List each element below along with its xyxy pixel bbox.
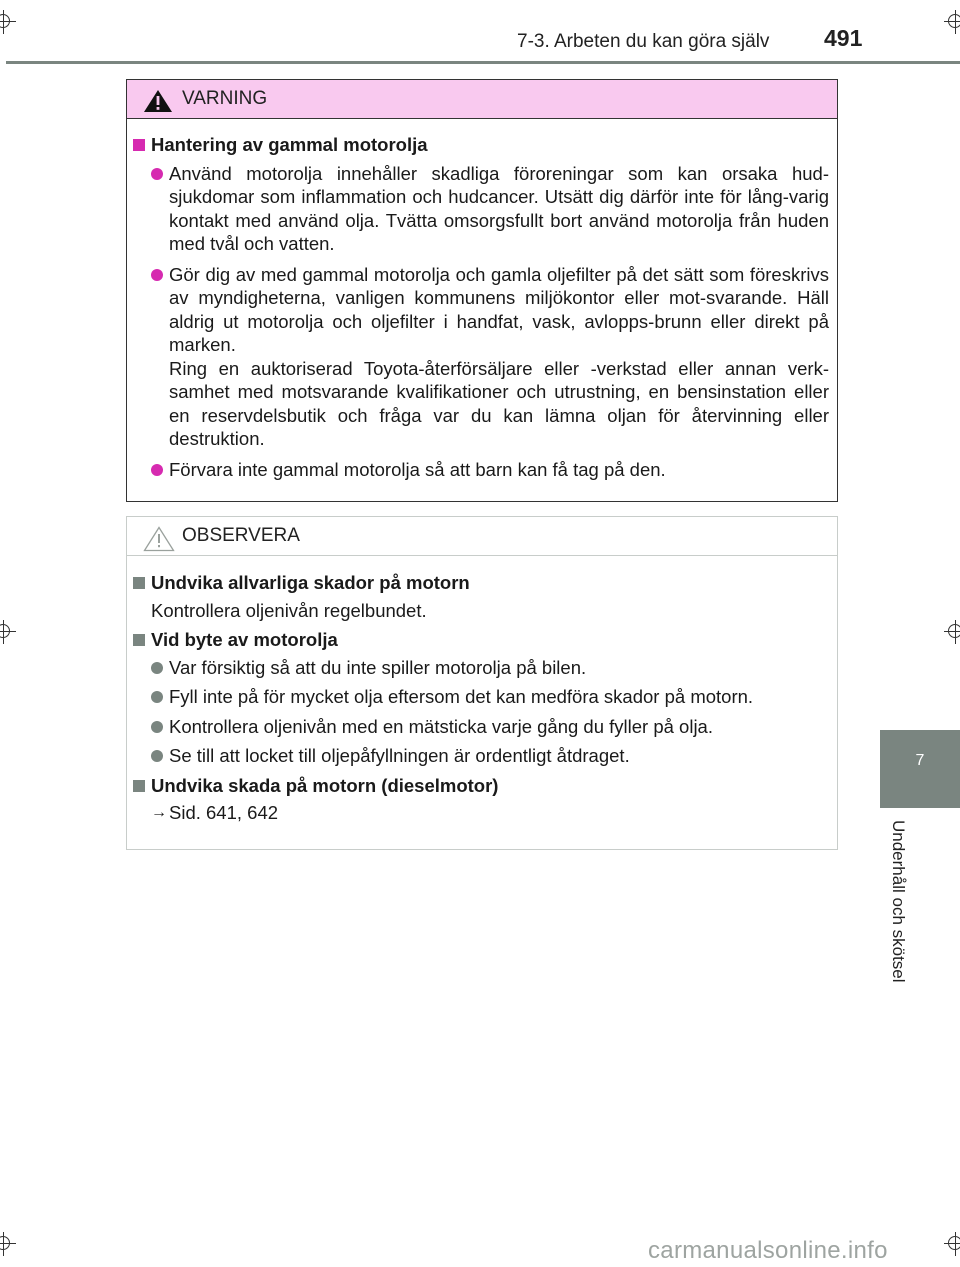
watermark: carmanualsonline.info xyxy=(648,1237,888,1264)
list-item xyxy=(133,656,829,680)
page-number: 491 xyxy=(824,25,863,51)
chapter-number: 7 xyxy=(915,752,925,769)
caution-heading: Vid byte av motorolja xyxy=(133,628,829,652)
list-item-text: Kontrollera oljenivån med en mätsticka varje gång du fyller på olja. xyxy=(169,715,713,737)
list-item-text: Gör dig av med gammal motorolja och gamla oljefilter på det sätt som föreskrivs av myndigheterna, vanligen kommunens miljökontor eller mot-svarande. Häll aldrig ut motorolja och oljefilter i handfat, vask, avlopps-brunn eller direkt på marken. xyxy=(169,263,829,355)
list-item xyxy=(133,744,829,768)
caution-text: Kontrollera oljenivån regelbundet. xyxy=(151,599,427,621)
arrow-right-icon: → xyxy=(151,804,167,821)
chapter-label xyxy=(886,820,910,1010)
bullet-dot-icon xyxy=(151,464,163,476)
page-reference-text: Sid. 641, 642 xyxy=(169,802,279,823)
list-item xyxy=(133,458,829,482)
crop-mark-top-left xyxy=(0,10,16,34)
list-item xyxy=(133,685,829,709)
list-item-text: Förvara inte gammal motorolja så att barn kan få tag på den. xyxy=(169,458,666,480)
list-item-text: Använd motorolja innehåller skadliga föroreningar som kan orsaka hud-sjukdomar som inflammation och hudcancer. Utsätt dig därför inte för lång-varig kontakt med använd olja. Tvätta omsorgsfullt bort använd motorolja från huden med tvål och vatten. xyxy=(169,162,829,254)
bullet-dot-icon xyxy=(151,750,163,762)
list-item-text: Se till att locket till oljepåfyllningen är ordentligt åtdraget. xyxy=(169,745,630,766)
caution-heading: Undvika allvarliga skador på motorn xyxy=(133,571,829,595)
bullet-dot-icon xyxy=(151,721,163,733)
list-item-text: Var försiktig så att du inte spiller motorolja på bilen. xyxy=(169,656,587,678)
header-rule xyxy=(6,61,960,64)
list-item-text: Fyll inte på för mycket olja eftersom det kan medföra skador på motorn. xyxy=(169,686,754,707)
caution-box-header xyxy=(127,517,837,556)
list-item-text: Ring en auktoriserad Toyota-återförsäljare eller -verkstad eller annan verk-samhet med motsvarande kvalifikationer och utrustning, en bensinstation eller en reservdelsbutik och fråga var du kan lämna oljan för återvinning eller destruktion. xyxy=(169,357,829,449)
crop-mark-mid-right xyxy=(944,620,960,644)
bullet-dot-icon xyxy=(151,168,163,180)
bullet-dot-icon xyxy=(151,269,163,281)
list-item xyxy=(133,263,829,451)
caution-title: OBSERVERA xyxy=(182,525,300,546)
warning-box xyxy=(126,79,838,502)
chapter-tab[interactable] xyxy=(880,730,960,808)
caution-heading: Undvika skada på motorn (dieselmotor) xyxy=(133,774,829,798)
chapter-label-text: Underhåll och skötsel xyxy=(889,820,908,983)
list-item xyxy=(133,162,829,256)
crop-mark-bottom-left xyxy=(0,1232,16,1256)
crop-mark-mid-left xyxy=(0,620,16,644)
page-reference-link[interactable] xyxy=(133,801,829,825)
section-title: 7-3. Arbeten du kan göra själv xyxy=(517,31,770,52)
caution-box xyxy=(126,516,838,850)
list-item xyxy=(133,715,829,739)
caution-box-body xyxy=(127,556,837,825)
bullet-dot-icon xyxy=(151,662,163,674)
warning-triangle-icon xyxy=(143,89,173,113)
warning-title: VARNING xyxy=(182,88,268,109)
crop-mark-bottom-right xyxy=(944,1232,960,1256)
warning-box-header xyxy=(127,80,837,119)
warning-heading: Hantering av gammal motorolja xyxy=(133,133,829,157)
caution-triangle-icon xyxy=(143,526,175,552)
bullet-dot-icon xyxy=(151,691,163,703)
crop-mark-top-right xyxy=(944,10,960,34)
warning-box-body xyxy=(127,119,837,481)
